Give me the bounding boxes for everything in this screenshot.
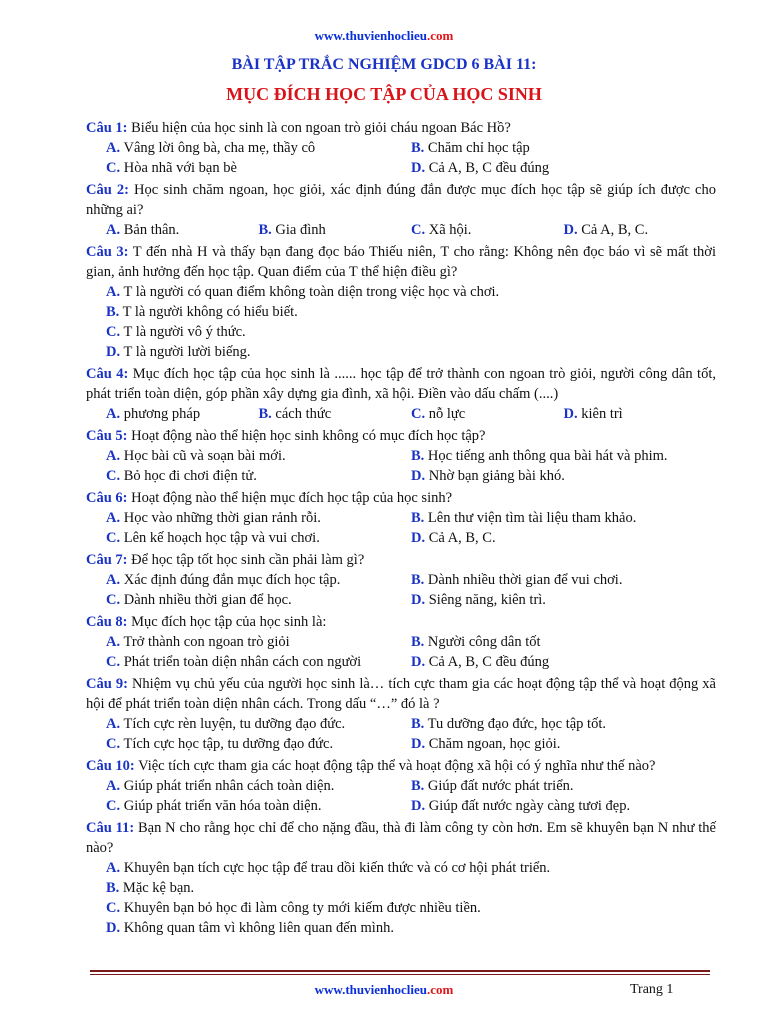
page-number: Trang 1 — [630, 982, 674, 997]
document-title-line2: MỤC ĐÍCH HỌC TẬP CỦA HỌC SINH — [226, 84, 542, 104]
question-text — [86, 118, 716, 138]
question-body: Hoạt động nào thể hiện mục đích học tập của học sinh? — [127, 490, 453, 506]
question-body: Bạn N cho rằng học chỉ để cho nặng đầu, thà đi làm công ty còn hơn. Em sẽ khuyên bạn N như thế nào? — [86, 820, 716, 856]
header-site-main[interactable]: www.thuvienhoclieu — [314, 28, 427, 43]
question-body: T đến nhà H và thấy bạn đang đọc báo Thiếu niên, T cho rằng: Không nên đọc báo vì sẽ mất thời gian, ảnh hưởng đến học tập. Quan điểm của T thể hiện điều gì? — [86, 244, 716, 280]
question-4 — [86, 364, 716, 424]
option-text: Xác định đúng đắn mục đích học tập. — [120, 572, 341, 588]
option-c[interactable] — [106, 590, 411, 610]
option-letter: A. — [106, 284, 121, 300]
option-c[interactable] — [106, 652, 411, 672]
option-text: Dành nhiều thời gian để vui chơi. — [424, 572, 623, 588]
option-text: Mặc kệ bạn. — [119, 880, 195, 896]
option-text: T là người lười biếng. — [120, 344, 251, 360]
question-text — [86, 364, 716, 404]
question-body: Học sinh chăm ngoan, học giỏi, xác định đúng đắn được mục đích học tập sẽ giúp ích được cho những ai? — [86, 182, 716, 218]
option-a[interactable] — [106, 404, 259, 424]
question-label: Câu 10: — [86, 758, 135, 774]
question-body: Biểu hiện của học sinh là con ngoan trò giỏi cháu ngoan Bác Hồ? — [127, 120, 511, 136]
option-b[interactable] — [411, 714, 716, 734]
option-b[interactable] — [411, 776, 716, 796]
option-c[interactable] — [106, 322, 716, 342]
option-d[interactable] — [411, 796, 716, 816]
option-text: Xã hội. — [425, 222, 472, 238]
option-text: T là người có quan điểm không toàn diện trong việc học và chơi. — [120, 284, 500, 300]
option-letter: A. — [106, 778, 121, 794]
option-c[interactable] — [106, 528, 411, 548]
question-label: Câu 3: — [86, 244, 129, 260]
option-text: Cả A, B, C. — [577, 222, 649, 238]
option-text: cách thức — [271, 406, 332, 422]
option-b[interactable] — [259, 220, 412, 240]
option-list — [86, 858, 716, 938]
footer-site-tld[interactable]: .com — [426, 982, 454, 997]
option-text: Nhờ bạn giảng bài khó. — [425, 468, 565, 484]
question-body: Để học tập tốt học sinh cần phải làm gì? — [127, 552, 365, 568]
option-text: Người công dân tốt — [424, 634, 541, 650]
question-11 — [86, 818, 716, 938]
question-body: Nhiệm vụ chủ yếu của người học sinh là… tích cực tham gia các hoạt động tập thể và hoạt động xã hội để phát triển toàn diện nhân cách. Trong dấu “…” đó là ? — [86, 676, 716, 712]
option-letter: B. — [411, 448, 425, 464]
option-letter: C. — [106, 530, 121, 546]
option-letter: C. — [411, 222, 426, 238]
question-6 — [86, 488, 716, 548]
option-d[interactable] — [411, 734, 716, 754]
option-a[interactable] — [106, 138, 411, 158]
option-letter: B. — [258, 406, 272, 422]
option-text: Tu dưỡng đạo đức, học tập tốt. — [424, 716, 606, 732]
question-10 — [86, 756, 716, 816]
option-text: Bản thân. — [120, 222, 180, 238]
question-text — [86, 180, 716, 220]
question-label: Câu 7: — [86, 552, 128, 568]
question-text — [86, 550, 716, 570]
question-8 — [86, 612, 716, 672]
option-b[interactable] — [411, 446, 716, 466]
option-c[interactable] — [411, 220, 564, 240]
option-text: Giúp đất nước ngày càng tươi đẹp. — [425, 798, 631, 814]
option-letter: D. — [106, 344, 121, 360]
option-a[interactable] — [106, 220, 259, 240]
option-letter: B. — [258, 222, 272, 238]
option-a[interactable] — [106, 776, 411, 796]
option-letter: D. — [411, 530, 426, 546]
option-letter: C. — [106, 654, 121, 670]
option-text: Chăm ngoan, học giỏi. — [425, 736, 561, 752]
question-label: Câu 6: — [86, 490, 128, 506]
option-letter: D. — [106, 920, 121, 936]
option-text: Cả A, B, C đều đúng — [425, 654, 550, 670]
option-text: Trở thành con ngoan trò giỏi — [120, 634, 290, 650]
question-7 — [86, 550, 716, 610]
option-text: Cả A, B, C. — [425, 530, 496, 546]
option-letter: D. — [411, 468, 426, 484]
option-letter: C. — [106, 324, 121, 340]
option-letter: D. — [411, 160, 426, 176]
option-text: Gia đình — [271, 222, 326, 238]
option-letter: A. — [106, 406, 121, 422]
question-5 — [86, 426, 716, 486]
option-text: Học vào những thời gian rảnh rỗi. — [120, 510, 321, 526]
option-d[interactable] — [411, 158, 716, 178]
option-letter: D. — [411, 592, 426, 608]
question-list — [86, 118, 716, 940]
option-letter: D. — [563, 222, 578, 238]
option-text: Khuyên bạn bỏ học đi làm công ty mới kiếm được nhiều tiền. — [120, 900, 481, 916]
question-body: Mục đích học tập của học sinh là: — [127, 614, 327, 630]
option-text: Học tiếng anh thông qua bài hát và phim. — [424, 448, 668, 464]
question-body: Việc tích cực tham gia các hoạt động tập thể và hoạt động xã hội có ý nghĩa như thế nào? — [134, 758, 656, 774]
question-text — [86, 674, 716, 714]
footer-divider — [90, 970, 710, 972]
option-letter: B. — [411, 140, 425, 156]
option-b[interactable] — [106, 302, 716, 322]
option-letter: A. — [106, 716, 121, 732]
option-letter: D. — [411, 654, 426, 670]
option-text: Bỏ học đi chơi điện tử. — [120, 468, 257, 484]
option-text: Không quan tâm vì không liên quan đến mình. — [120, 920, 394, 936]
option-letter: B. — [411, 572, 425, 588]
option-b[interactable] — [411, 508, 716, 528]
option-d[interactable] — [564, 220, 717, 240]
footer-site-main[interactable]: www.thuvienhoclieu — [314, 982, 427, 997]
option-letter: B. — [106, 880, 120, 896]
option-text: Giúp phát triển văn hóa toàn diện. — [120, 798, 322, 814]
option-text: Khuyên bạn tích cực học tập để trau dồi kiến thức và có cơ hội phát triển. — [120, 860, 551, 876]
option-d[interactable] — [411, 590, 716, 610]
option-text: Dành nhiều thời gian để học. — [120, 592, 292, 608]
option-d[interactable] — [564, 404, 717, 424]
option-c[interactable] — [106, 734, 411, 754]
option-text: Lên kế hoạch học tập và vui chơi. — [120, 530, 320, 546]
option-b[interactable] — [411, 632, 716, 652]
question-3 — [86, 242, 716, 362]
question-label: Câu 2: — [86, 182, 129, 198]
question-label: Câu 5: — [86, 428, 128, 444]
question-1 — [86, 118, 716, 178]
question-label: Câu 1: — [86, 120, 128, 136]
question-text — [86, 488, 716, 508]
question-text — [86, 612, 716, 632]
option-letter: C. — [106, 736, 121, 752]
option-letter: C. — [106, 160, 121, 176]
option-list — [86, 220, 716, 240]
option-letter: C. — [106, 900, 121, 916]
option-a[interactable] — [106, 858, 716, 878]
option-letter: A. — [106, 222, 121, 238]
option-c[interactable] — [411, 404, 564, 424]
question-text — [86, 242, 716, 282]
option-c[interactable] — [106, 466, 411, 486]
option-text: Siêng năng, kiên trì. — [425, 592, 546, 608]
option-letter: D. — [411, 798, 426, 814]
question-label: Câu 4: — [86, 366, 129, 382]
option-letter: C. — [411, 406, 426, 422]
header-site-tld[interactable]: .com — [426, 28, 454, 43]
option-b[interactable] — [106, 878, 716, 898]
option-list — [86, 508, 716, 548]
option-text: phương pháp — [120, 406, 201, 422]
option-a[interactable] — [106, 446, 411, 466]
option-letter: A. — [106, 448, 121, 464]
option-text: Tích cực học tập, tu dưỡng đạo đức. — [120, 736, 334, 752]
option-list — [86, 632, 716, 672]
question-text — [86, 756, 716, 776]
option-list — [86, 138, 716, 178]
question-label: Câu 11: — [86, 820, 135, 836]
option-text: Vâng lời ông bà, cha mẹ, thầy cô — [120, 140, 316, 156]
option-a[interactable] — [106, 632, 411, 652]
header-site-link[interactable] — [0, 28, 768, 44]
option-list — [86, 282, 716, 362]
option-text: kiên trì — [577, 406, 623, 422]
option-d[interactable] — [411, 466, 716, 486]
option-letter: C. — [106, 798, 121, 814]
option-letter: B. — [411, 510, 425, 526]
option-a[interactable] — [106, 282, 716, 302]
question-body: Mục đích học tập của học sinh là ...... học tập để trở thành con ngoan trò giỏi, người công dân tốt, phát triển toàn diện, góp phần xây dựng gia đình, xã hội. Điền vào dấu chấm (....) — [86, 366, 716, 402]
option-letter: D. — [411, 736, 426, 752]
option-text: T là người không có hiểu biết. — [119, 304, 298, 320]
option-text: Cả A, B, C đều đúng — [425, 160, 550, 176]
option-text: Giúp đất nước phát triển. — [424, 778, 574, 794]
option-list — [86, 570, 716, 610]
option-a[interactable] — [106, 714, 411, 734]
question-body: Hoạt động nào thể hiện học sinh không có mục đích học tập? — [127, 428, 486, 444]
option-d[interactable] — [106, 342, 716, 362]
option-c[interactable] — [106, 898, 716, 918]
option-c[interactable] — [106, 158, 411, 178]
option-text: nỗ lực — [425, 406, 466, 422]
option-letter: A. — [106, 634, 121, 650]
question-label: Câu 8: — [86, 614, 128, 630]
option-letter: A. — [106, 572, 121, 588]
document-title-line1: BÀI TẬP TRẮC NGHIỆM GDCD 6 BÀI 11: — [231, 56, 537, 73]
option-list — [86, 714, 716, 754]
option-b[interactable] — [411, 570, 716, 590]
option-a[interactable] — [106, 570, 411, 590]
option-c[interactable] — [106, 796, 411, 816]
option-text: Lên thư viện tìm tài liệu tham khảo. — [424, 510, 637, 526]
footer-divider-thin — [90, 974, 710, 975]
option-letter: A. — [106, 860, 121, 876]
question-text — [86, 818, 716, 858]
option-text: Phát triển toàn diện nhân cách con người — [120, 654, 362, 670]
question-2 — [86, 180, 716, 240]
option-text: Tích cực rèn luyện, tu dưỡng đạo đức. — [120, 716, 346, 732]
option-letter: B. — [106, 304, 120, 320]
option-letter: B. — [411, 634, 425, 650]
option-letter: A. — [106, 140, 121, 156]
option-d[interactable] — [106, 918, 716, 938]
option-a[interactable] — [106, 508, 411, 528]
option-b[interactable] — [259, 404, 412, 424]
option-list — [86, 446, 716, 486]
option-text: Chăm chỉ học tập — [424, 140, 530, 156]
option-text: Hòa nhã với bạn bè — [120, 160, 237, 176]
option-d[interactable] — [411, 528, 716, 548]
option-letter: D. — [563, 406, 578, 422]
option-letter: C. — [106, 468, 121, 484]
question-9 — [86, 674, 716, 754]
option-b[interactable] — [411, 138, 716, 158]
option-letter: A. — [106, 510, 121, 526]
option-text: Học bài cũ và soạn bài mới. — [120, 448, 286, 464]
option-list — [86, 404, 716, 424]
option-list — [86, 776, 716, 816]
question-text — [86, 426, 716, 446]
option-text: Giúp phát triển nhân cách toàn diện. — [120, 778, 335, 794]
option-letter: B. — [411, 778, 425, 794]
option-text: T là người vô ý thức. — [120, 324, 246, 340]
option-letter: B. — [411, 716, 425, 732]
question-label: Câu 9: — [86, 676, 128, 692]
option-d[interactable] — [411, 652, 716, 672]
option-letter: C. — [106, 592, 121, 608]
